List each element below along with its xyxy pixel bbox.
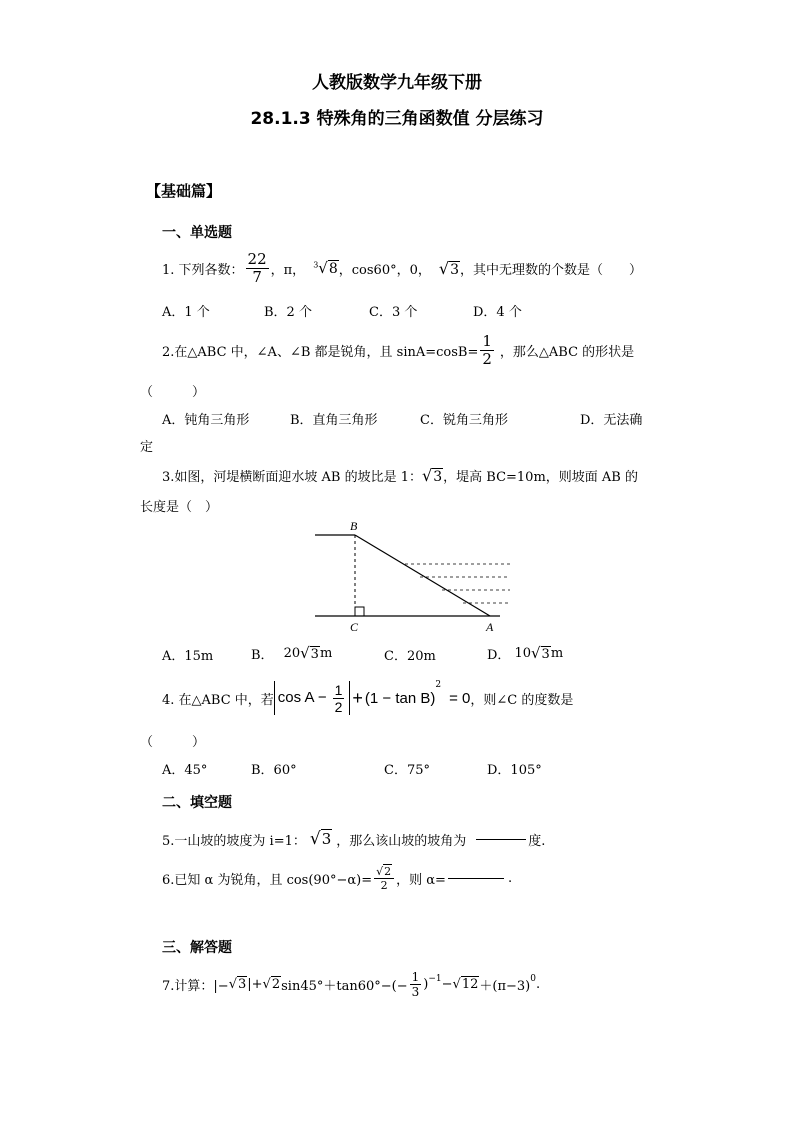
q2-frac-num: 1 — [482, 331, 492, 350]
q3-option-d — [487, 640, 563, 666]
q2-option-b: B．直角三角形 — [290, 413, 378, 428]
question-7 — [162, 966, 540, 1002]
question-5 — [162, 824, 545, 854]
q6-suffix: . — [507, 870, 513, 886]
fig-label-a: A — [486, 620, 494, 634]
q7-exponent-1: −1 — [428, 974, 442, 984]
q3-option-b-unit: m — [319, 645, 333, 661]
q7-part-6: ＋(π−3) — [479, 978, 531, 994]
q4-paren-expr: (1 − tan B) — [364, 689, 436, 707]
q4-fraction — [333, 683, 345, 714]
q1-cbrt-index: 3 — [313, 260, 319, 270]
q4-equals: = 0 — [449, 689, 471, 707]
q7-part-2: |+ — [247, 976, 263, 992]
q7-frac-den: 3 — [411, 984, 420, 999]
q1-frac-den: 7 — [252, 267, 262, 286]
q2-option-d: D．无法确 — [580, 413, 643, 428]
q3-option-a: A．15m — [162, 649, 214, 664]
q6-fraction — [374, 866, 394, 891]
q7-sqrt-1: √3 — [228, 976, 247, 992]
page-subtitle: 28.1.3 特殊角的三角函数值 分层练习 — [250, 109, 544, 129]
q1-option-d: D．4 个 — [473, 305, 522, 320]
q3-option-b-coef: 20 — [283, 645, 301, 661]
q4-cos: cos A − — [277, 689, 327, 706]
section-heading-single-choice: 一、单选题 — [162, 225, 232, 241]
q2-frac-den: 2 — [482, 349, 492, 368]
q1-sqrt-body: 3 — [450, 261, 459, 278]
q7-fraction — [410, 971, 422, 998]
question-2 — [162, 330, 634, 370]
q3-option-d-unit: m — [550, 645, 564, 661]
q7-sqrt-1-body: 3 — [237, 976, 247, 992]
q5-prefix: 5.一山坡的坡度为 i=1： — [162, 833, 306, 849]
q5-mid: ，那么该山坡的坡角为 — [336, 833, 467, 849]
q5-suffix: 度. — [528, 833, 546, 849]
question-1 — [162, 248, 642, 288]
q7-sqrt-2: √2 — [262, 976, 281, 992]
q3-option-d-coef: 10 — [514, 645, 531, 661]
q1-sqrt: √3 — [438, 258, 459, 278]
q7-part-7: . — [535, 976, 541, 992]
q1-suffix: ，其中无理数的个数是（ ） — [459, 262, 642, 278]
q1-option-c: C．3 个 — [369, 305, 418, 320]
q6-frac-num: √2 — [374, 866, 394, 879]
q5-sqrt: √3 — [309, 829, 332, 849]
q1-mid: ，cos60°，0， — [338, 262, 431, 278]
q3-line2: 长度是（ ） — [140, 500, 219, 515]
q3-sqrt: √3 — [422, 465, 443, 485]
q3-suffix: ，堤高 BC=10m，则坡面 AB 的 — [443, 469, 638, 485]
q2-option-c: C．锐角三角形 — [420, 413, 508, 428]
fig-right-angle — [355, 607, 364, 616]
embankment-figure — [300, 515, 520, 635]
q1-pi: ，π， — [270, 262, 306, 278]
q5-sqrt-body: 3 — [321, 830, 332, 848]
q3-option-d-sqrt-body: 3 — [541, 647, 550, 662]
q1-cube-root: $^3$√8 — [313, 259, 338, 277]
q7-part-3: sin45°＋tan60°−(− — [281, 978, 408, 994]
question-6 — [162, 858, 512, 898]
q4-suffix: ，则∠C 的度数是 — [470, 692, 574, 708]
q7-part-4: ) — [423, 976, 429, 992]
q2-fraction — [480, 331, 494, 368]
q6-mid: ，则 α= — [396, 872, 446, 888]
q2-paren: （ ） — [140, 385, 206, 400]
q1-option-a: A．1 个 — [162, 305, 210, 320]
q3-option-d-sqrt: √3 — [530, 644, 550, 662]
q3-option-b-label: B． — [251, 647, 274, 663]
q7-sqrt-3-body: 12 — [461, 976, 479, 992]
q1-cbrt-body: 8 — [328, 261, 338, 277]
q3-option-b — [251, 640, 332, 666]
q4-paren: （ ） — [140, 735, 206, 750]
q4-frac-den: 2 — [334, 698, 343, 715]
question-3 — [162, 462, 638, 488]
q6-prefix: 6.已知 α 为锐角，且 cos(90°−α)= — [162, 872, 373, 888]
fig-slope-ab — [355, 535, 490, 616]
fig-label-c: C — [350, 620, 359, 634]
q7-prefix: 7.计算：|− — [162, 978, 229, 994]
q4-option-a: A．45° — [162, 763, 208, 778]
q2-wrap: 定 — [140, 440, 154, 455]
q4-plus: + — [352, 687, 363, 708]
q3-option-b-sqrt-body: 3 — [310, 647, 319, 662]
q3-option-b-sqrt: √3 — [300, 644, 319, 662]
q7-sqrt-3: √12 — [452, 976, 479, 992]
q4-prefix: 4. 在△ABC 中，若 — [162, 692, 274, 708]
q2-option-a: A．钝角三角形 — [162, 413, 250, 428]
q2-suffix: ，那么△ABC 的形状是 — [499, 344, 635, 360]
q4-absolute-value — [274, 681, 351, 715]
q4-option-c: C．75° — [384, 763, 430, 778]
q7-frac-num: 1 — [411, 969, 420, 984]
fig-label-b: B — [350, 519, 358, 533]
q7-sqrt-2-body: 2 — [271, 976, 281, 992]
q4-exponent: 2 — [435, 680, 442, 690]
q4-option-b: B．60° — [251, 763, 297, 778]
section-heading-fill-blank: 二、填空题 — [162, 795, 232, 811]
q5-answer-blank[interactable] — [476, 839, 526, 840]
q6-answer-blank[interactable] — [448, 878, 504, 879]
section-heading-solution: 三、解答题 — [162, 940, 232, 956]
q4-frac-num: 1 — [334, 681, 343, 698]
q3-option-d-label: D． — [487, 647, 511, 663]
q3-option-c: C．20m — [384, 649, 436, 664]
page-title: 人教版数学九年级下册 — [312, 73, 482, 93]
q3-text: 3.如图，河堤横断面迎水坡 AB 的坡比是 1： — [162, 469, 423, 485]
q1-fraction — [246, 249, 269, 286]
q7-part-5: − — [441, 976, 453, 992]
q2-text: 2.在△ABC 中，∠A、∠B 都是锐角，且 sinA=cosB= — [162, 344, 479, 360]
q1-prefix: 1. 下列各数： — [162, 262, 244, 278]
q6-frac-den: 2 — [380, 878, 388, 892]
q1-option-b: B．2 个 — [264, 305, 312, 320]
q3-sqrt-body: 3 — [433, 468, 443, 485]
q1-frac-num: 22 — [247, 249, 267, 268]
question-4 — [162, 676, 573, 720]
q7-exponent-2: 0 — [530, 974, 536, 984]
level-heading: 【基础篇】 — [146, 182, 222, 200]
q4-option-d: D．105° — [487, 763, 542, 778]
q6-frac-num-sqrt: 2 — [384, 864, 392, 878]
